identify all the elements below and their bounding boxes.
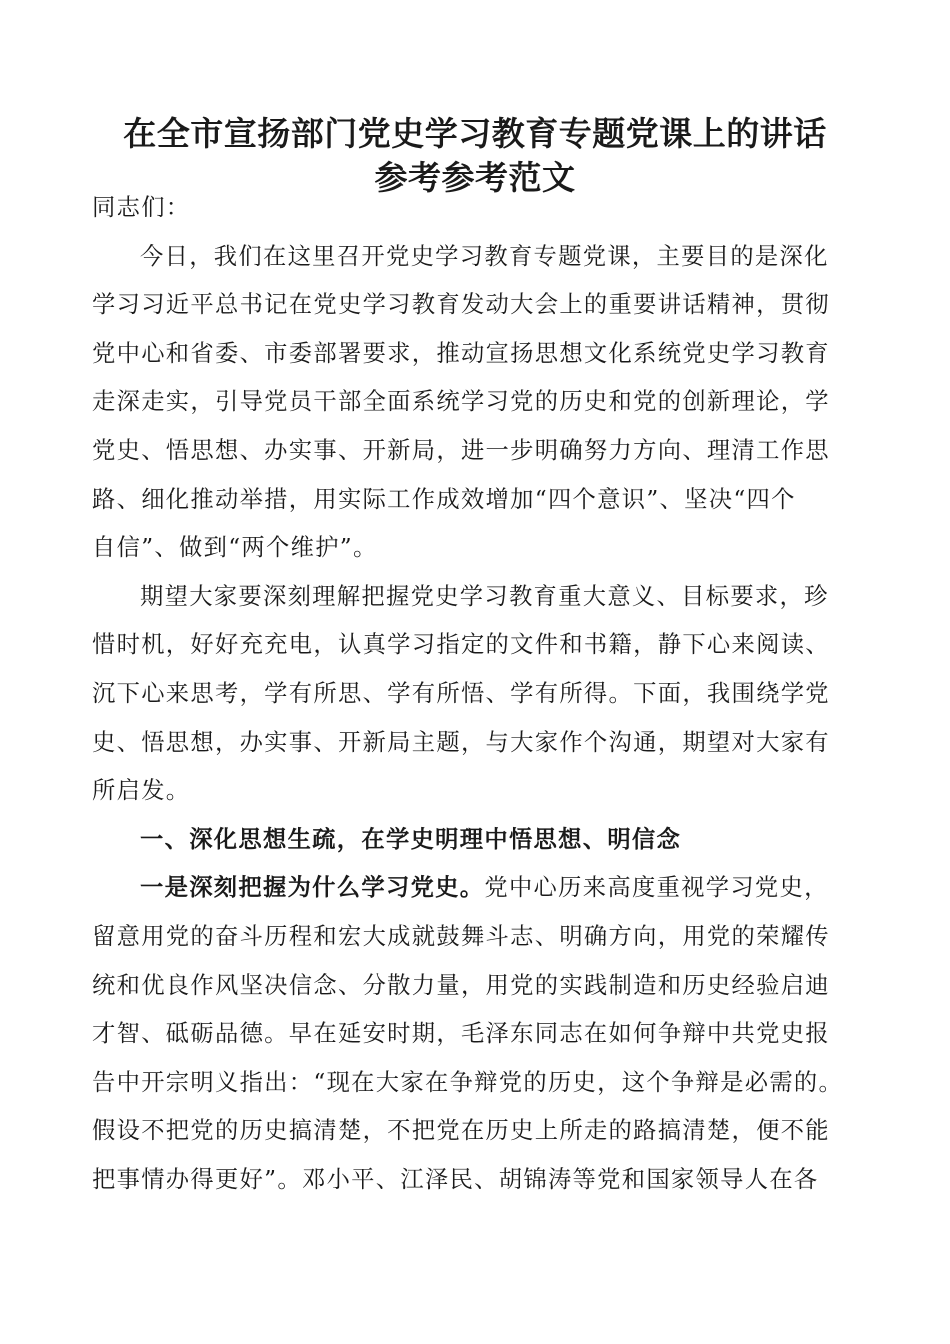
document-title-line2: 参考参考范文 — [374, 158, 576, 197]
paragraph-line: 史、悟思想，办实事、开新局主题，与大家作个沟通，期望对大家有 — [92, 728, 830, 756]
paragraph-line: 假设不把党的历史搞清楚，不把党在历史上所走的路搞清楚，便不能 — [92, 1117, 830, 1145]
paragraph-line: 路、细化推动举措，用实际工作成效增加“四个意识”、坚决“四个 — [92, 485, 796, 513]
paragraph-line: 学习习近平总书记在党史学习教育发动大会上的重要讲话精神，贯彻 — [92, 291, 830, 319]
paragraph-line: 党史、悟思想、办实事、开新局，进一步明确努力方向、理清工作思 — [92, 436, 830, 464]
document-title-line1: 在全市宣扬部门党史学习教育专题党课上的讲话 — [123, 114, 827, 153]
paragraph-line: 把事情办得更好”。邓小平、江泽民、胡锦涛等党和国家领导人在各 — [92, 1165, 819, 1193]
paragraph-line — [92, 864, 862, 913]
paragraph-line: 统和优良作风坚决信念、分散力量，用党的实践制造和历史经验启迪 — [92, 971, 830, 999]
paragraph-line: 沉下心来思考，学有所思、学有所悟、学有所得。下面，我围绕学党 — [92, 679, 830, 707]
paragraph-line: 今日，我们在这里召开党史学习教育专题党课，主要目的是深化 — [140, 242, 829, 270]
paragraph-line: 自信”、做到“两个维护”。 — [92, 534, 378, 562]
paragraph-line: 才智、砥砺品德。早在延安时期，毛泽东同志在如何争辩中共党史报 — [92, 1020, 830, 1048]
paragraph-line: 告中开宗明义指出：“现在大家在争辩党的历史，这个争辩是必需的。 — [92, 1068, 844, 1096]
paragraph-line: 党中心和省委、市委部署要求，推动宣扬思想文化系统党史学习教育 — [92, 339, 830, 367]
paragraph-line: 期望大家要深刻理解把握党史学习教育重大意义、目标要求，珍 — [140, 582, 829, 610]
paragraph-text: 党中心历来高度重视学习党史， — [484, 874, 829, 902]
paragraph-lead: 一是深刻把握为什么学习党史。 — [140, 874, 485, 902]
section-heading: 一、深化思想生疏，在学史明理中悟思想、明信念 — [140, 825, 682, 853]
document-body — [92, 184, 862, 1204]
salutation: 同志们： — [92, 194, 191, 221]
paragraph-line: 走深走实，引导党员干部全面系统学习党的历史和党的创新理论，学 — [92, 388, 830, 416]
paragraph-line: 所启发。 — [92, 777, 191, 805]
paragraph-line: 留意用党的奋斗历程和宏大成就鼓舞斗志、明确方向，用党的荣耀传 — [92, 922, 830, 950]
paragraph-line: 惜时机，好好充充电，认真学习指定的文件和书籍，静下心来阅读、 — [92, 631, 830, 659]
